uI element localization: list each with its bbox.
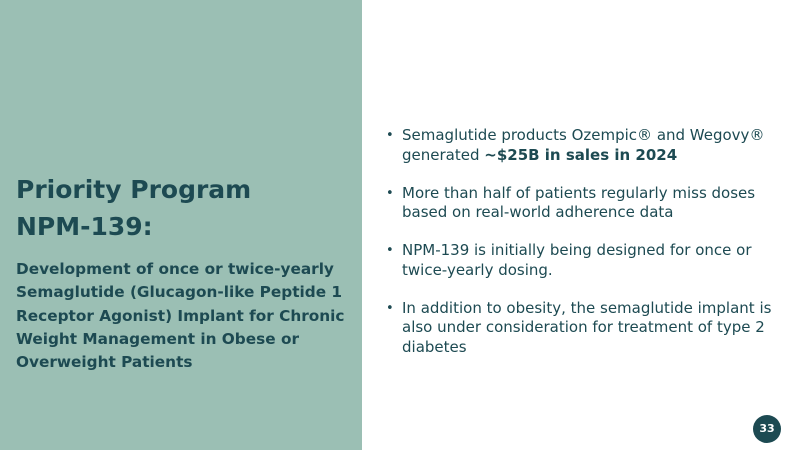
slide-title bbox=[16, 171, 346, 245]
bullet-list bbox=[386, 126, 782, 376]
page-number-badge: 33 bbox=[753, 415, 781, 443]
bullet-text: Semaglutide products Ozempic® and Wegovy® generated bbox=[402, 126, 765, 164]
bullet-bold-text: ~$25B in sales in 2024 bbox=[484, 145, 678, 164]
slide-title-line-1: Priority Program bbox=[16, 175, 252, 204]
bullet-item-adherence bbox=[386, 184, 782, 223]
slide-title-line-2: NPM-139: bbox=[16, 212, 153, 241]
bullet-item-diabetes bbox=[386, 299, 782, 358]
left-panel bbox=[0, 0, 362, 450]
bullet-item-sales bbox=[386, 126, 782, 165]
bullet-text: NPM-139 is initially being designed for once or twice-yearly dosing. bbox=[402, 241, 752, 279]
bullet-item-dosing bbox=[386, 241, 782, 280]
slide-subtitle: Development of once or twice-yearly Semaglutide (Glucagon-like Peptide 1 Receptor Agonist) Implant for Chronic Weight Management in Obese or Overweight Patients bbox=[16, 260, 345, 372]
bullet-text: More than half of patients regularly miss doses based on real-world adherence data bbox=[402, 183, 756, 221]
bullet-text: In addition to obesity, the semaglutide implant is also under consideration for treatment of type 2 diabetes bbox=[402, 298, 772, 356]
